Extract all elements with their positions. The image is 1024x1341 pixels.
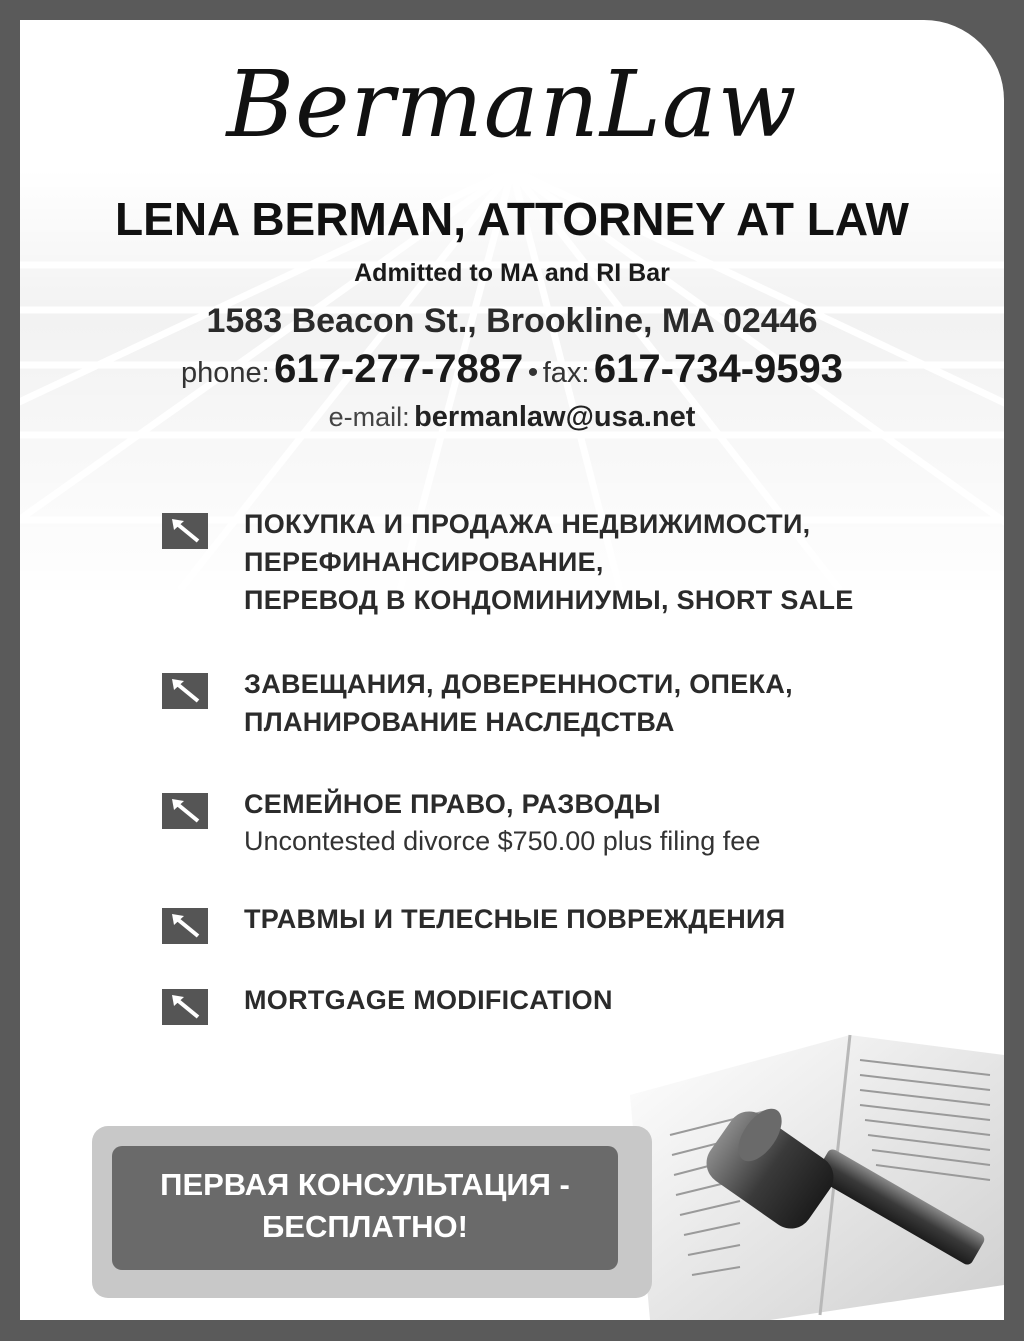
arrow-up-left-icon bbox=[162, 673, 208, 709]
service-item-injury bbox=[160, 900, 785, 938]
service-line: ПЕРЕВОД В КОНДОМИНИУМЫ, SHORT SALE bbox=[244, 585, 854, 615]
arrow-up-left-icon bbox=[162, 513, 208, 549]
free-consultation-text bbox=[112, 1146, 618, 1270]
arrow-up-left-icon bbox=[162, 793, 208, 829]
service-line: ЗАВЕЩАНИЯ, ДОВЕРЕННОСТИ, ОПЕКА, bbox=[244, 669, 793, 699]
contact-email bbox=[20, 400, 1004, 439]
page-title: LENA BERMAN, ATTORNEY AT LAW bbox=[115, 193, 909, 245]
bermanlaw-logo: BermanLaw bbox=[226, 51, 798, 158]
fax-label: fax: bbox=[542, 357, 590, 389]
service-line: СЕМЕЙНОЕ ПРАВО, РАЗВОДЫ bbox=[244, 789, 661, 819]
service-line: MORTGAGE MODIFICATION bbox=[244, 985, 613, 1015]
service-item-family-law bbox=[160, 785, 760, 859]
service-line: ТРАВМЫ И ТЕЛЕСНЫЕ ПОВРЕЖДЕНИЯ bbox=[244, 904, 786, 934]
arrow-up-left-icon bbox=[162, 908, 208, 944]
cta-line-1: ПЕРВАЯ КОНСУЛЬТАЦИЯ - bbox=[160, 1167, 570, 1202]
phone-number[interactable]: 617-277-7887 bbox=[274, 347, 524, 391]
free-consultation-banner bbox=[92, 1126, 652, 1298]
separator-dot: • bbox=[527, 356, 539, 389]
service-line: ПЛАНИРОВАНИЕ НАСЛЕДСТВА bbox=[244, 707, 675, 737]
service-item-mortgage bbox=[160, 981, 613, 1019]
office-address: 1583 Beacon St., Brookline, MA 02446 bbox=[206, 302, 818, 340]
book-and-gavel-image bbox=[610, 1015, 1004, 1320]
contact-phones bbox=[20, 346, 1004, 401]
email-link[interactable]: bermanlaw@usa.net bbox=[414, 401, 696, 433]
email-label: e-mail: bbox=[328, 402, 410, 432]
service-line: ПЕРЕФИНАНСИРОВАНИЕ, bbox=[244, 547, 604, 577]
ad-panel bbox=[20, 20, 1004, 1320]
fax-number: 617-734-9593 bbox=[593, 347, 843, 391]
service-note: Uncontested divorce $750.00 plus filing fee bbox=[244, 826, 761, 856]
cta-line-2: БЕСПЛАТНО! bbox=[262, 1209, 468, 1244]
service-item-real-estate bbox=[160, 505, 854, 619]
arrow-up-left-icon bbox=[162, 989, 208, 1025]
service-line: ПОКУПКА И ПРОДАЖА НЕДВИЖИМОСТИ, bbox=[244, 509, 811, 539]
phone-label: phone: bbox=[181, 357, 270, 389]
bar-admission: Admitted to MA and RI Bar bbox=[354, 259, 670, 287]
service-item-wills bbox=[160, 665, 793, 741]
